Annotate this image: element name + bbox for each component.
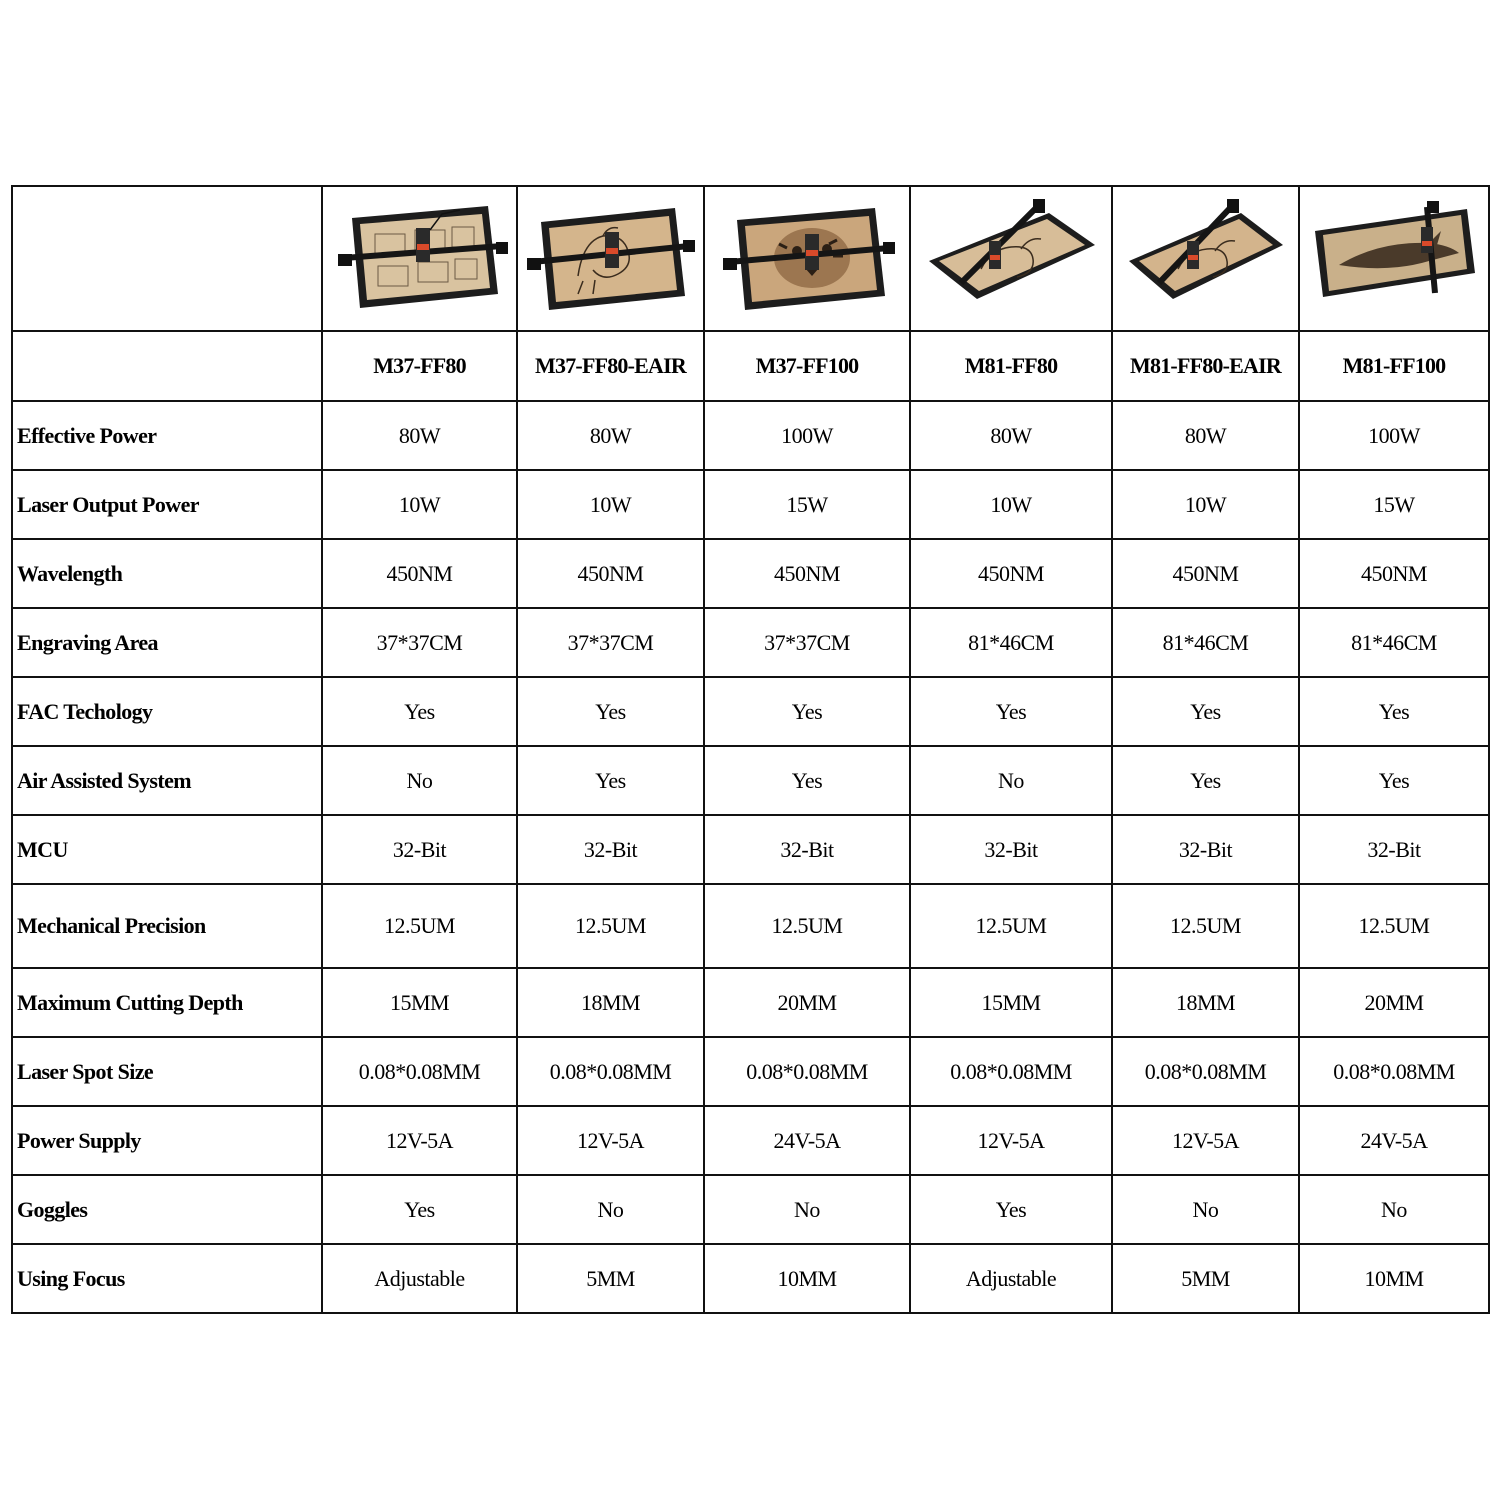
model-name: M81-FF80-EAIR bbox=[1112, 331, 1299, 401]
table-cell: 32-Bit bbox=[1299, 815, 1489, 884]
table-cell: 24V-5A bbox=[1299, 1106, 1489, 1175]
table-cell: 12V-5A bbox=[910, 1106, 1112, 1175]
table-row bbox=[12, 1106, 1489, 1175]
image-row bbox=[12, 186, 1489, 331]
table-cell: 18MM bbox=[517, 968, 704, 1037]
product-image-m81-ff80-eair bbox=[1112, 186, 1299, 331]
laser-engraver-square-icon bbox=[523, 196, 698, 321]
table-cell: No bbox=[517, 1175, 704, 1244]
table-row bbox=[12, 746, 1489, 815]
laser-engraver-square-icon bbox=[717, 196, 897, 321]
table-cell: 450NM bbox=[1112, 539, 1299, 608]
row-label: Engraving Area bbox=[12, 608, 322, 677]
table-cell: Yes bbox=[704, 746, 910, 815]
model-name: M81-FF100 bbox=[1299, 331, 1489, 401]
table-cell: 450NM bbox=[517, 539, 704, 608]
table-cell: 10W bbox=[1112, 470, 1299, 539]
table-cell: 0.08*0.08MM bbox=[704, 1037, 910, 1106]
table-cell: 32-Bit bbox=[322, 815, 517, 884]
product-image-m37-ff80-eair bbox=[517, 186, 704, 331]
table-cell: 5MM bbox=[517, 1244, 704, 1313]
table-row bbox=[12, 539, 1489, 608]
product-image-m81-ff80 bbox=[910, 186, 1112, 331]
table-cell: 20MM bbox=[704, 968, 910, 1037]
table-cell: No bbox=[910, 746, 1112, 815]
table-cell: 10W bbox=[517, 470, 704, 539]
row-label: Air Assisted System bbox=[12, 746, 322, 815]
laser-engraver-wide-icon bbox=[1309, 201, 1479, 316]
table-cell: 81*46CM bbox=[1299, 608, 1489, 677]
table-cell: 12.5UM bbox=[910, 884, 1112, 968]
table-cell: 12.5UM bbox=[704, 884, 910, 968]
row-label: MCU bbox=[12, 815, 322, 884]
table-cell: 0.08*0.08MM bbox=[1112, 1037, 1299, 1106]
table-row bbox=[12, 470, 1489, 539]
table-cell: 450NM bbox=[910, 539, 1112, 608]
table-cell: 32-Bit bbox=[704, 815, 910, 884]
table-cell: 100W bbox=[1299, 401, 1489, 470]
table-cell: 450NM bbox=[1299, 539, 1489, 608]
product-image-m81-ff100 bbox=[1299, 186, 1489, 331]
model-name: M37-FF80-EAIR bbox=[517, 331, 704, 401]
table-cell: 15MM bbox=[322, 968, 517, 1037]
table-cell: 15W bbox=[704, 470, 910, 539]
table-cell: 0.08*0.08MM bbox=[910, 1037, 1112, 1106]
table-cell: 12V-5A bbox=[1112, 1106, 1299, 1175]
table-row bbox=[12, 401, 1489, 470]
table-cell: 450NM bbox=[704, 539, 910, 608]
table-cell: 12V-5A bbox=[322, 1106, 517, 1175]
table-row bbox=[12, 815, 1489, 884]
model-name: M81-FF80 bbox=[910, 331, 1112, 401]
table-cell: 10W bbox=[322, 470, 517, 539]
table-cell: Yes bbox=[322, 1175, 517, 1244]
table-cell: 100W bbox=[704, 401, 910, 470]
table-cell: 0.08*0.08MM bbox=[517, 1037, 704, 1106]
model-name: M37-FF80 bbox=[322, 331, 517, 401]
table-cell: 81*46CM bbox=[1112, 608, 1299, 677]
row-label: FAC Techology bbox=[12, 677, 322, 746]
table-cell: 81*46CM bbox=[910, 608, 1112, 677]
table-row bbox=[12, 1037, 1489, 1106]
table-cell: 15MM bbox=[910, 968, 1112, 1037]
table-cell: 80W bbox=[1112, 401, 1299, 470]
row-label: Effective Power bbox=[12, 401, 322, 470]
product-image-m37-ff100 bbox=[704, 186, 910, 331]
table-cell: Yes bbox=[517, 677, 704, 746]
table-row bbox=[12, 608, 1489, 677]
table-cell: 24V-5A bbox=[704, 1106, 910, 1175]
table-cell: Yes bbox=[910, 1175, 1112, 1244]
table-cell: Adjustable bbox=[910, 1244, 1112, 1313]
table-cell: Yes bbox=[1299, 746, 1489, 815]
table-cell: 10MM bbox=[704, 1244, 910, 1313]
row-label: Mechanical Precision bbox=[12, 884, 322, 968]
laser-engraver-wide-icon bbox=[921, 199, 1101, 319]
table-row bbox=[12, 884, 1489, 968]
model-header-row bbox=[12, 331, 1489, 401]
table-cell: 32-Bit bbox=[517, 815, 704, 884]
table-row bbox=[12, 1175, 1489, 1244]
model-name: M37-FF100 bbox=[704, 331, 910, 401]
table-cell: 5MM bbox=[1112, 1244, 1299, 1313]
table-cell: 10MM bbox=[1299, 1244, 1489, 1313]
table-cell: Yes bbox=[517, 746, 704, 815]
table-cell: 0.08*0.08MM bbox=[1299, 1037, 1489, 1106]
table-row bbox=[12, 968, 1489, 1037]
table-cell: 32-Bit bbox=[1112, 815, 1299, 884]
table-row bbox=[12, 1244, 1489, 1313]
row-label: Laser Output Power bbox=[12, 470, 322, 539]
table-cell: No bbox=[1299, 1175, 1489, 1244]
table-cell: 10W bbox=[910, 470, 1112, 539]
table-cell: 80W bbox=[517, 401, 704, 470]
table-cell: 12.5UM bbox=[322, 884, 517, 968]
table-cell: 15W bbox=[1299, 470, 1489, 539]
product-image-m37-ff80 bbox=[322, 186, 517, 331]
laser-engraver-square-icon bbox=[330, 196, 510, 321]
laser-engraver-wide-icon bbox=[1123, 199, 1288, 319]
table-cell: 450NM bbox=[322, 539, 517, 608]
table-cell: Yes bbox=[1112, 677, 1299, 746]
row-label: Goggles bbox=[12, 1175, 322, 1244]
table-cell: Yes bbox=[1112, 746, 1299, 815]
table-cell: 12.5UM bbox=[1112, 884, 1299, 968]
table-cell: Yes bbox=[704, 677, 910, 746]
corner-cell bbox=[12, 186, 322, 331]
table-cell: 37*37CM bbox=[704, 608, 910, 677]
table-cell: 80W bbox=[322, 401, 517, 470]
table-cell: No bbox=[322, 746, 517, 815]
row-label: Power Supply bbox=[12, 1106, 322, 1175]
spec-comparison-table bbox=[11, 185, 1490, 1314]
row-label: Wavelength bbox=[12, 539, 322, 608]
table-cell: 12.5UM bbox=[1299, 884, 1489, 968]
row-label: Maximum Cutting Depth bbox=[12, 968, 322, 1037]
table-cell: 20MM bbox=[1299, 968, 1489, 1037]
row-label: Using Focus bbox=[12, 1244, 322, 1313]
table-cell: 18MM bbox=[1112, 968, 1299, 1037]
table-cell: 12V-5A bbox=[517, 1106, 704, 1175]
table-cell: Adjustable bbox=[322, 1244, 517, 1313]
table-cell: 0.08*0.08MM bbox=[322, 1037, 517, 1106]
table-cell: 80W bbox=[910, 401, 1112, 470]
table-cell: No bbox=[704, 1175, 910, 1244]
table-cell: 37*37CM bbox=[322, 608, 517, 677]
table-row bbox=[12, 677, 1489, 746]
table-cell: 32-Bit bbox=[910, 815, 1112, 884]
table-cell: Yes bbox=[910, 677, 1112, 746]
table-cell: Yes bbox=[322, 677, 517, 746]
model-header-empty bbox=[12, 331, 322, 401]
table-cell: Yes bbox=[1299, 677, 1489, 746]
row-label: Laser Spot Size bbox=[12, 1037, 322, 1106]
table-cell: 12.5UM bbox=[517, 884, 704, 968]
table-cell: 37*37CM bbox=[517, 608, 704, 677]
table-cell: No bbox=[1112, 1175, 1299, 1244]
